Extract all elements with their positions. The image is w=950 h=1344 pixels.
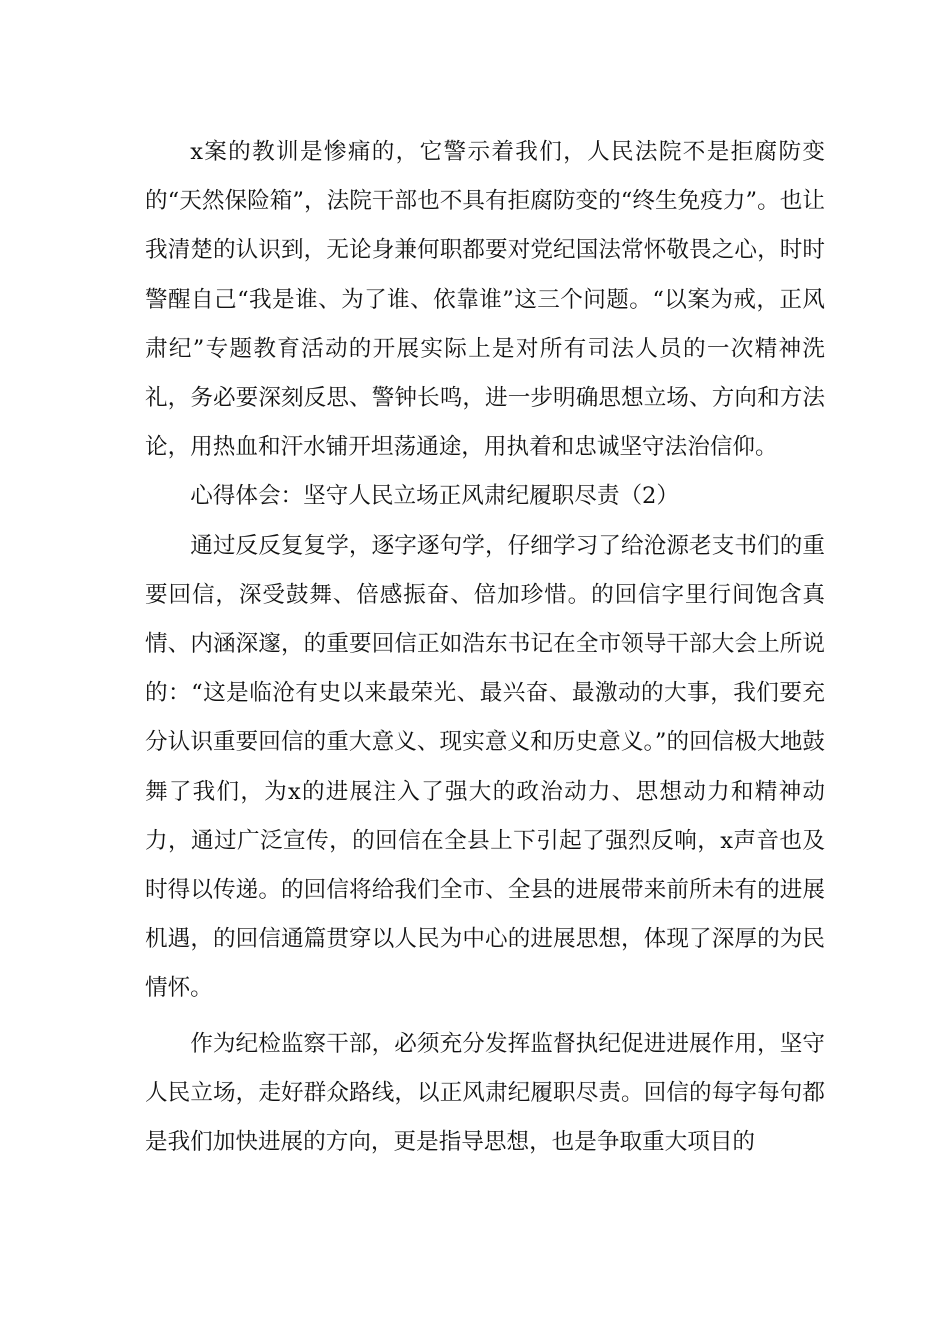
paragraph-reply-letter: 通过反反复复学，逐字逐句学，仔细学习了给沧源老支书们的重要回信，深受鼓舞、倍感振奋、倍加珍惜。的回信字里行间饱含真情、内涵深邃，的重要回信正如浩东书记在全市领导干部大会上所说的：“这是临沧有史以来最荣光、最兴奋、最激动的大事，我们要充分认识重要回信的重大意义、现实意义和历史意义。”的回信极大地鼓舞了我们，为x的进展注入了强大的政治动力、思想动力和精神动力，通过广泛宣传，的回信在全县上下引起了强烈反响，x声音也及时得以传递。的回信将给我们全市、全县的进展带来前所未有的进展机遇，的回信通篇贯穿以人民为中心的进展思想，体现了深厚的为民情怀。 — [145, 532, 825, 1002]
document-body — [145, 128, 825, 1167]
section-heading: 心得体会：坚守人民立场正风肃纪履职尽责（2） — [190, 483, 680, 510]
paragraph-discipline-inspection: 作为纪检监察干部，必须充分发挥监督执纪促进进展作用，坚守人民立场，走好群众路线，以正风肃纪履职尽责。回信的每字每句都是我们加快进展的方向，更是指导思想，也是争取重大项目的 — [145, 1030, 825, 1156]
paragraph-lesson: x案的教训是惨痛的，它警示着我们，人民法院不是拒腐防变的“天然保险箱”，法院干部也不具有拒腐防变的“终生免疫力”。也让我清楚的认识到，无论身兼何职都要对党纪国法常怀敬畏之心，时时警醒自己“我是谁、为了谁、依靠谁”这三个问题。“以案为戒，正风肃纪”专题教育活动的开展实际上是对所有司法人员的一次精神洗礼，务必要深刻反思、警钟长鸣，进一步明确思想立场、方向和方法论，用热血和汗水铺开坦荡通途，用执着和忠诚坚守法治信仰。 — [145, 139, 825, 461]
